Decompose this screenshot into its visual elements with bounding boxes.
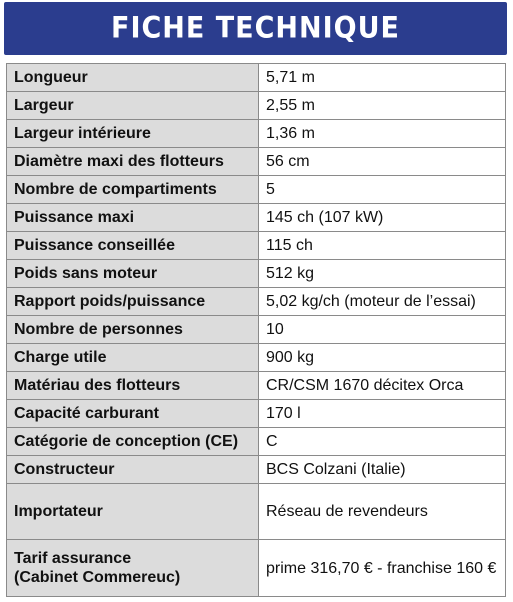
spec-value: 5,71 m bbox=[259, 64, 506, 92]
spec-label: Nombre de personnes bbox=[7, 316, 259, 344]
table-row bbox=[7, 148, 506, 176]
spec-value: Réseau de revendeurs bbox=[259, 484, 506, 540]
spec-label-line: (Cabinet Commereuc) bbox=[14, 569, 181, 586]
table-row bbox=[7, 120, 506, 148]
sheet-title: FICHE TECHNIQUE bbox=[111, 11, 400, 46]
spec-table bbox=[6, 63, 506, 597]
table-row bbox=[7, 400, 506, 428]
table-row bbox=[7, 176, 506, 204]
spec-value: C bbox=[259, 428, 506, 456]
spec-value: 56 cm bbox=[259, 148, 506, 176]
spec-label: Puissance conseillée bbox=[7, 232, 259, 260]
spec-label: Poids sans moteur bbox=[7, 260, 259, 288]
spec-label: Catégorie de conception (CE) bbox=[7, 428, 259, 456]
spec-value: 170 l bbox=[259, 400, 506, 428]
spec-value: prime 316,70 € - franchise 160 € bbox=[259, 540, 506, 597]
table-row bbox=[7, 456, 506, 484]
title-banner bbox=[4, 2, 507, 55]
spec-label: Constructeur bbox=[7, 456, 259, 484]
spec-value: CR/CSM 1670 décitex Orca bbox=[259, 372, 506, 400]
spec-label: Puissance maxi bbox=[7, 204, 259, 232]
table-row bbox=[7, 64, 506, 92]
spec-label: Longueur bbox=[7, 64, 259, 92]
spec-value: 5,02 kg/ch (moteur de l’essai) bbox=[259, 288, 506, 316]
table-row bbox=[7, 372, 506, 400]
spec-value: 10 bbox=[259, 316, 506, 344]
spec-label: Matériau des flotteurs bbox=[7, 372, 259, 400]
table-row bbox=[7, 288, 506, 316]
spec-label: Importateur bbox=[7, 484, 259, 540]
spec-label bbox=[7, 540, 259, 597]
table-row bbox=[7, 232, 506, 260]
spec-label: Diamètre maxi des flotteurs bbox=[7, 148, 259, 176]
spec-label: Largeur bbox=[7, 92, 259, 120]
table-row bbox=[7, 344, 506, 372]
spec-label: Largeur intérieure bbox=[7, 120, 259, 148]
table-row bbox=[7, 316, 506, 344]
spec-value: 512 kg bbox=[259, 260, 506, 288]
spec-label: Nombre de compartiments bbox=[7, 176, 259, 204]
table-row bbox=[7, 260, 506, 288]
spec-value: 115 ch bbox=[259, 232, 506, 260]
spec-value: 2,55 m bbox=[259, 92, 506, 120]
spec-sheet bbox=[4, 2, 509, 597]
spec-value: BCS Colzani (Italie) bbox=[259, 456, 506, 484]
spec-label: Capacité carburant bbox=[7, 400, 259, 428]
spec-value: 1,36 m bbox=[259, 120, 506, 148]
spec-label: Rapport poids/puissance bbox=[7, 288, 259, 316]
spec-value: 145 ch (107 kW) bbox=[259, 204, 506, 232]
spec-value: 5 bbox=[259, 176, 506, 204]
spec-value: 900 kg bbox=[259, 344, 506, 372]
table-row bbox=[7, 484, 506, 540]
table-row bbox=[7, 428, 506, 456]
table-row bbox=[7, 92, 506, 120]
table-row bbox=[7, 204, 506, 232]
spec-label-line: Tarif assurance bbox=[14, 550, 132, 567]
table-row bbox=[7, 540, 506, 597]
spec-label: Charge utile bbox=[7, 344, 259, 372]
